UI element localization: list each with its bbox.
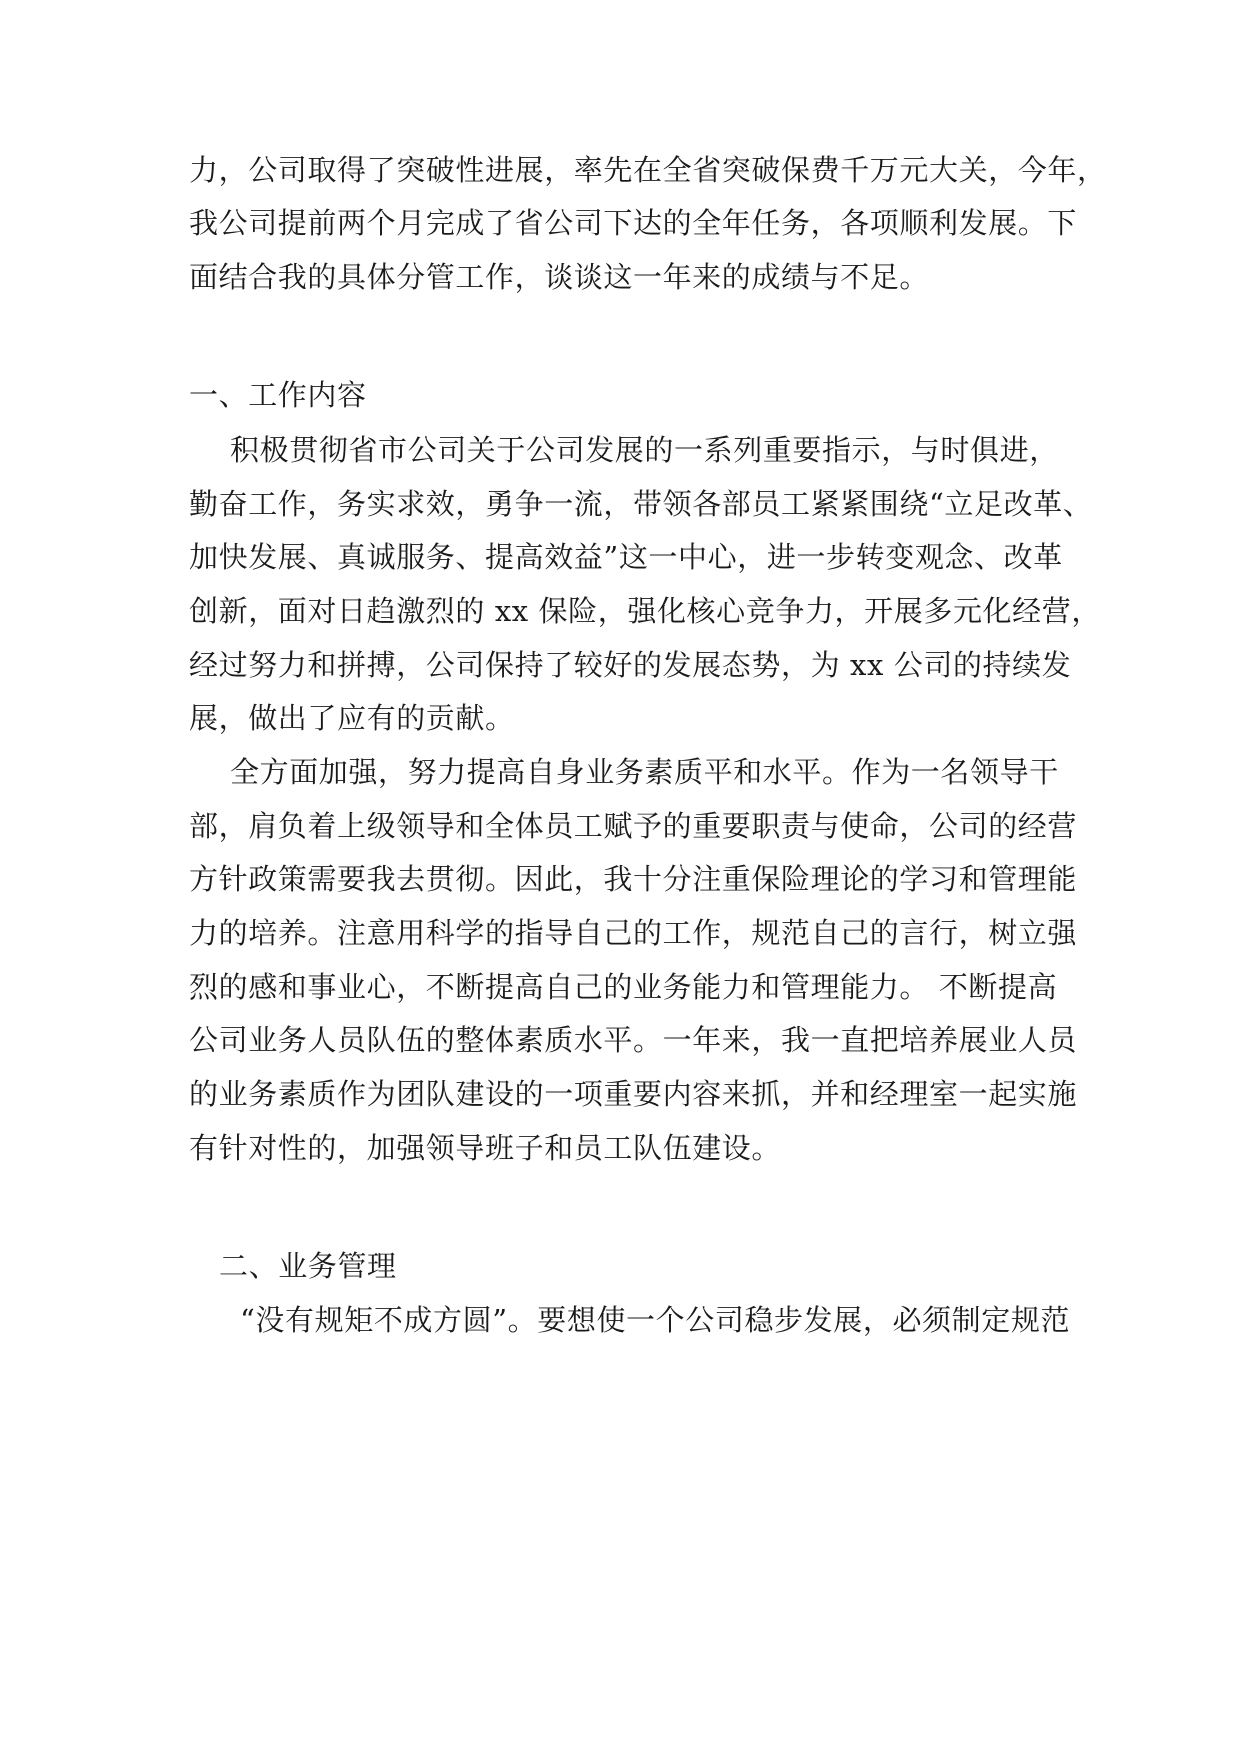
section-heading-1: 一、工作内容 <box>189 378 367 412</box>
paragraph-line: 经过努力和拼搏，公司保持了较好的发展态势，为 xx 公司的持续发 <box>189 648 1072 682</box>
paragraph-line: 积极贯彻省市公司关于公司发展的一系列重要指示，与时俱进， <box>230 433 1059 467</box>
paragraph-line: 加快发展、真诚服务、提高效益”这一中心，进一步转变观念、改革 <box>189 540 1063 574</box>
paragraph-line: 烈的感和事业心，不断提高自己的业务能力和管理能力。 不断提高 <box>189 970 1058 1004</box>
paragraph-line: 方针政策需要我去贯彻。因此，我十分注重保险理论的学习和管理能 <box>189 862 1078 896</box>
paragraph-line: 创新，面对日趋激烈的 xx 保险，强化核心竞争力，开展多元化经营， <box>189 594 1101 628</box>
paragraph-line: 公司业务人员队伍的整体素质水平。一年来，我一直把培养展业人员 <box>189 1023 1078 1057</box>
section-heading-2: 二、业务管理 <box>219 1249 397 1283</box>
paragraph-line: 全方面加强，努力提高自身业务素质平和水平。作为一名领导干 <box>230 755 1059 789</box>
paragraph-line: 面结合我的具体分管工作，谈谈这一年来的成绩与不足。 <box>189 260 930 294</box>
paragraph-line: 有针对性的，加强领导班子和员工队伍建设。 <box>189 1131 782 1165</box>
paragraph-line: 勤奋工作，务实求效，勇争一流，带领各部员工紧紧围绕“立足改革、 <box>189 487 1093 521</box>
paragraph-line: 我公司提前两个月完成了省公司下达的全年任务，各项顺利发展。下 <box>189 206 1078 240</box>
paragraph-line: 力，公司取得了突破性进展，率先在全省突破保费千万元大关，今年， <box>189 153 1107 187</box>
paragraph-line: 的业务素质作为团队建设的一项重要内容来抓，并和经理室一起实施 <box>189 1077 1078 1111</box>
paragraph-line: 展，做出了应有的贡献。 <box>189 701 515 735</box>
paragraph-line: 部，肩负着上级领导和全体员工赋予的重要职责与使命，公司的经营 <box>189 809 1078 843</box>
paragraph-line: “没有规矩不成方圆”。要想使一个公司稳步发展，必须制定规范 <box>240 1303 1071 1337</box>
paragraph-line: 力的培养。注意用科学的指导自己的工作，规范自己的言行，树立强 <box>189 916 1078 950</box>
